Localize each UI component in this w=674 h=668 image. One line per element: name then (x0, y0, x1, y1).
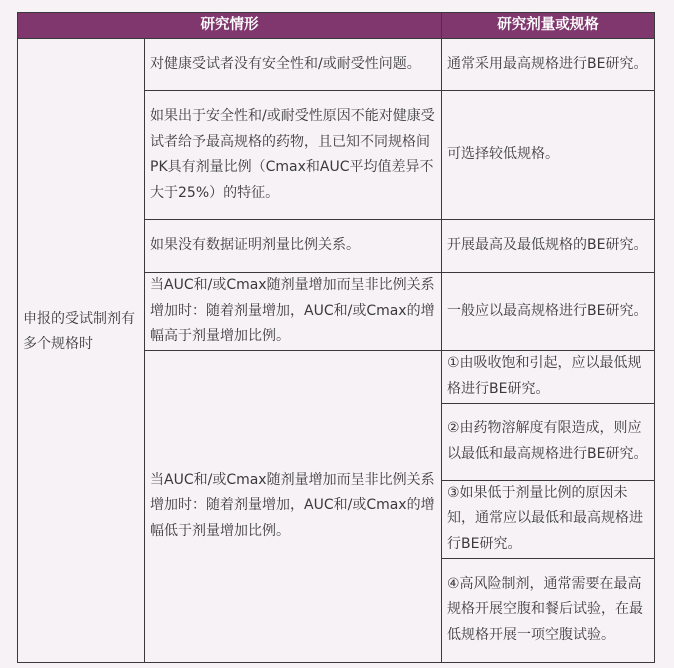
strength-cell-option-4: ④高风险制剂，通常需要在最高规格开展空腹和餐后试验，在最低规格开展一项空腹试验。 (442, 558, 655, 662)
situation-cell: 对健康受试者没有安全性和/或耐受性问题。 (145, 39, 442, 91)
strength-cell-option-1: ①由吸收饱和引起，应以最低规格进行BE研究。 (442, 350, 655, 403)
be-study-strength-table (17, 12, 655, 663)
strength-cell: 一般应以最高规格进行BE研究。 (442, 273, 655, 351)
table-header-row (18, 13, 655, 39)
strength-cell: 通常采用最高规格进行BE研究。 (442, 39, 655, 91)
situation-cell: 当AUC和/或Cmax随剂量增加而呈非比例关系增加时：随着剂量增加，AUC和/或Cmax的增幅低于剂量增加比例。 (145, 350, 442, 662)
header-strength: 研究剂量或规格 (442, 13, 655, 39)
situation-cell: 如果出于安全性和/或耐受性原因不能对健康受试者给予最高规格的药物，且已知不同规格间PK具有剂量比例（Cmax和AUC平均值差异不大于25%）的特征。 (145, 91, 442, 220)
situation-cell: 当AUC和/或Cmax随剂量增加而呈非比例关系增加时：随着剂量增加，AUC和/或Cmax的增幅高于剂量增加比例。 (145, 273, 442, 351)
table-row (18, 39, 655, 91)
strength-cell: 可选择较低规格。 (442, 91, 655, 220)
strength-cell: 开展最高及最低规格的BE研究。 (442, 220, 655, 273)
header-situation: 研究情形 (18, 13, 442, 39)
strength-cell-option-2: ②由药物溶解度有限造成，则应以最低和最高规格进行BE研究。 (442, 403, 655, 480)
situation-cell: 如果没有数据证明剂量比例关系。 (145, 220, 442, 273)
strength-cell-option-3: ③如果低于剂量比例的原因未知，通常应以最低和最高规格进行BE研究。 (442, 480, 655, 558)
category-label: 申报的受试制剂有多个规格时 (23, 310, 135, 353)
category-cell (18, 39, 145, 663)
